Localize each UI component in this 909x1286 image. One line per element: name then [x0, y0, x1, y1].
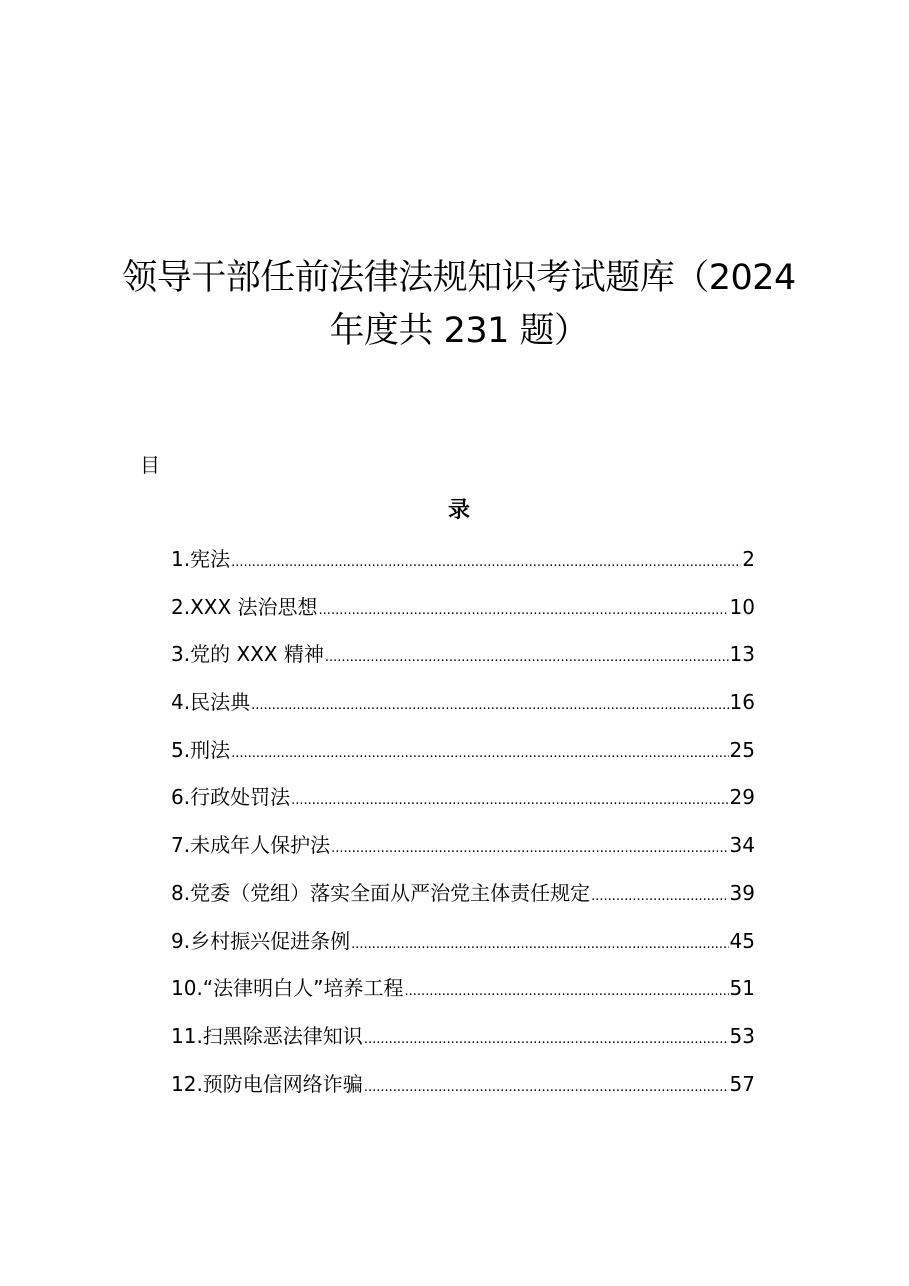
- toc-dot-leader: [405, 972, 729, 1012]
- toc-dot-leader: [364, 1068, 729, 1108]
- toc-entry-label: 7.未成年人保护法: [171, 833, 331, 858]
- toc-entry[interactable]: [171, 873, 755, 921]
- document-title: [100, 252, 818, 358]
- toc-dot-leader: [231, 543, 741, 583]
- toc-entry-page: 10: [729, 594, 755, 619]
- toc-entry-label: 10.“法律明白人”培养工程: [171, 976, 404, 1001]
- toc-entry-label: 5.刑法: [171, 737, 231, 762]
- toc-entry[interactable]: [171, 825, 755, 873]
- toc-entry[interactable]: [171, 587, 755, 635]
- toc-entry-label: 12.预防电信网络诈骗: [171, 1071, 363, 1096]
- toc-entry-page: 57: [729, 1071, 755, 1096]
- toc-heading-part2: 录: [447, 497, 470, 523]
- toc-dot-leader: [319, 591, 729, 631]
- toc-dot-leader: [331, 829, 728, 869]
- toc-entry-label: 6.行政处罚法: [171, 785, 291, 810]
- toc-dot-leader: [351, 925, 728, 965]
- toc-entry-page: 29: [729, 785, 755, 810]
- toc-entry[interactable]: [171, 1064, 755, 1112]
- toc-entry-label: 4.民法典: [171, 690, 251, 715]
- document-title-line1: 领导干部任前法律法规知识考试题库（2024: [122, 258, 796, 298]
- toc-entry-page: 13: [729, 642, 755, 667]
- toc-entry-page: 39: [729, 880, 755, 905]
- toc-entry-page: 16: [729, 690, 755, 715]
- toc-entry[interactable]: [171, 1016, 755, 1064]
- toc-entry-label: 11.扫黑除恶法律知识: [171, 1023, 363, 1048]
- toc-entry[interactable]: [171, 730, 755, 778]
- toc-entry[interactable]: [171, 968, 755, 1016]
- toc-entry-page: 51: [729, 976, 755, 1001]
- toc-entry[interactable]: [171, 682, 755, 730]
- toc-dot-leader: [591, 877, 728, 917]
- toc-entry-page: 25: [729, 737, 755, 762]
- toc-entry[interactable]: [171, 921, 755, 969]
- table-of-contents: [171, 539, 755, 1111]
- toc-entry-label: 1.宪法: [171, 547, 231, 571]
- toc-entry[interactable]: [171, 777, 755, 825]
- document-title-line2: 年度共 231 题）: [329, 311, 589, 351]
- toc-entry-page: 34: [729, 833, 755, 858]
- toc-entry[interactable]: [171, 634, 755, 682]
- toc-entry-page: 2: [742, 547, 755, 571]
- toc-dot-leader: [291, 781, 728, 821]
- toc-entry-label: 8.党委（党组）落实全面从严治党主体责任规定: [171, 880, 591, 905]
- toc-heading-part1: 目: [140, 453, 160, 477]
- toc-dot-leader: [325, 638, 729, 678]
- toc-dot-leader: [231, 734, 728, 774]
- toc-entry-label: 9.乡村振兴促进条例: [171, 928, 351, 953]
- toc-dot-leader: [364, 1020, 729, 1060]
- toc-dot-leader: [251, 686, 728, 726]
- toc-entry[interactable]: [171, 539, 755, 587]
- toc-entry-page: 45: [729, 928, 755, 953]
- toc-entry-label: 2.XXX 法治思想: [171, 594, 318, 619]
- toc-entry-page: 53: [729, 1023, 755, 1048]
- toc-entry-label: 3.党的 XXX 精神: [171, 642, 324, 667]
